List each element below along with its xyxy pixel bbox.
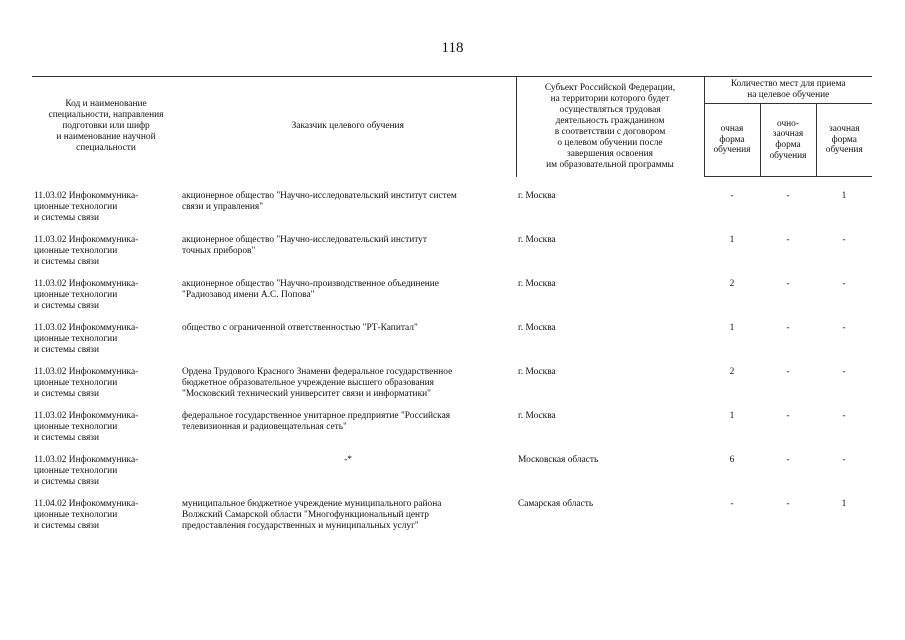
row-code [32, 499, 180, 543]
row-subject: г. Москва [518, 411, 556, 421]
text-line: Субъект Российской Федерации, [544, 82, 676, 93]
row-code [32, 367, 180, 411]
table-row [32, 367, 872, 411]
text-line: им образовательной программы [546, 159, 674, 170]
header-customer-cell [180, 77, 516, 177]
text-line: муниципальное бюджетное учреждение муниципального района [182, 499, 442, 509]
row-extramural: - [842, 279, 846, 289]
text-line: ционные технологии [34, 246, 118, 256]
text-line: бюджетное образовательное учреждение высшего образования [182, 378, 434, 388]
row-customer [180, 235, 516, 279]
table-header [32, 77, 872, 177]
header-subject-cell [516, 77, 704, 177]
text-line: обучения [825, 145, 863, 156]
row-full-time: 2 [729, 367, 735, 377]
header-subject [519, 83, 702, 171]
text-line: деятельность гражданином [555, 115, 665, 126]
row-part-time: - [786, 191, 790, 201]
text-line: ционные технологии [34, 422, 118, 432]
header-full-time [707, 124, 758, 156]
header-places [707, 79, 871, 101]
text-line: и системы связи [34, 212, 100, 223]
page-number: 118 [441, 40, 464, 56]
table-row [32, 411, 872, 455]
text-line: ционные технологии [34, 290, 118, 300]
header-part-time [763, 119, 814, 161]
row-subject: г. Москва [518, 323, 556, 333]
text-line: заочная [772, 129, 804, 140]
row-subject: Самарская область [518, 499, 594, 509]
text-line: и системы связи [34, 521, 100, 531]
text-line: специальности [76, 143, 136, 154]
text-line: "Московский технический университет связи и информатики" [182, 389, 431, 399]
text-line: и наименование научной [56, 132, 156, 143]
row-code [32, 235, 180, 279]
row-part-time: - [786, 323, 790, 333]
row-extramural: - [842, 235, 846, 245]
text-line: обучения [713, 145, 751, 156]
row-customer [180, 411, 516, 455]
row-full-time: - [730, 191, 734, 201]
row-extramural: - [842, 411, 846, 421]
text-line: на территории которого будет [550, 93, 670, 104]
text-line: акционерное общество "Научно-исследовательский институт [182, 235, 427, 245]
header-extramural-cell [816, 104, 872, 177]
text-line: общество с ограниченной ответственностью "РТ-Капитал" [182, 323, 418, 333]
table-row [32, 455, 872, 499]
text-line: связи и управления" [182, 201, 264, 212]
text-line: специальности, направления [48, 110, 164, 121]
row-extramural: 1 [841, 499, 847, 509]
row-extramural: - [842, 455, 846, 465]
row-subject: г. Москва [518, 279, 556, 289]
table-row [32, 499, 872, 543]
row-code [32, 455, 180, 499]
row-customer [180, 323, 516, 367]
row-customer [180, 177, 516, 236]
header-places-cell [704, 77, 872, 104]
row-part-time: - [786, 455, 790, 465]
text-line: точных приборов" [182, 246, 256, 256]
row-full-time: 1 [729, 411, 735, 421]
text-line: -* [344, 455, 352, 465]
text-line: очная [720, 124, 744, 135]
text-line: очно- [777, 118, 799, 129]
row-full-time: 1 [729, 235, 735, 245]
table-row [32, 323, 872, 367]
row-part-time: - [786, 279, 790, 289]
text-line: "Радиозавод имени А.С. Попова" [182, 290, 315, 300]
text-line: в соответствии с договором [554, 126, 666, 137]
text-line: 11.04.02 Инфокоммуника- [34, 499, 139, 509]
text-line: федеральное государственное унитарное предприятие "Российская [182, 411, 451, 421]
text-line: форма [775, 140, 801, 150]
text-line: и системы связи [34, 389, 100, 399]
text-line: 11.03.02 Инфокоммуника- [34, 190, 139, 201]
row-customer [180, 367, 516, 411]
text-line: на целевое обучение [747, 90, 830, 100]
target-training-table [32, 76, 872, 543]
text-line: и системы связи [34, 345, 100, 355]
row-full-time: - [730, 499, 734, 509]
row-code [32, 177, 180, 236]
table-body [32, 177, 872, 544]
text-line: и системы связи [34, 433, 100, 443]
text-line: осуществляться трудовая [559, 104, 661, 115]
text-line: предоставления государственных и муниципальных услуг" [182, 521, 419, 531]
text-line: ционные технологии [34, 201, 118, 212]
row-customer [180, 499, 516, 543]
row-extramural: - [842, 323, 846, 333]
row-subject: Московская область [518, 455, 599, 465]
text-line: ционные технологии [34, 466, 118, 476]
row-part-time: - [786, 411, 790, 421]
row-part-time: - [786, 367, 790, 377]
row-code [32, 279, 180, 323]
header-full-time-cell [704, 104, 760, 177]
text-line: Код и наименование [65, 99, 147, 110]
text-line: ционные технологии [34, 334, 118, 344]
header-extramural [819, 124, 871, 156]
row-extramural: 1 [841, 191, 847, 201]
row-part-time: - [786, 235, 790, 245]
text-line: 11.03.02 Инфокоммуника- [34, 279, 139, 289]
text-line: ционные технологии [34, 378, 118, 388]
row-part-time: - [786, 499, 790, 509]
row-subject: г. Москва [518, 367, 556, 377]
text-line: обучения [769, 150, 807, 161]
text-line: и системы связи [34, 257, 100, 267]
text-line: ционные технологии [34, 510, 118, 520]
text-line: Количество мест для приема [730, 79, 846, 89]
row-subject: г. Москва [518, 190, 556, 201]
row-extramural: - [842, 367, 846, 377]
row-subject: г. Москва [518, 235, 556, 245]
text-line: и системы связи [34, 477, 100, 487]
text-line: подготовки или шифр [62, 121, 150, 132]
row-code [32, 411, 180, 455]
text-line: 11.03.02 Инфокоммуника- [34, 323, 139, 333]
table-row [32, 177, 872, 236]
header-customer: Заказчик целевого обучения [291, 121, 404, 132]
header-part-time-cell [760, 104, 816, 177]
text-line: акционерное общество "Научно-производственное объединение [182, 279, 439, 289]
table-row [32, 235, 872, 279]
text-line: Волжский Самарской области "Многофункциональный центр [182, 510, 429, 520]
row-code [32, 323, 180, 367]
text-line: Ордена Трудового Красного Знамени федеральное государственное [182, 367, 453, 377]
row-customer [180, 455, 516, 499]
text-line: 11.03.02 Инфокоммуника- [34, 235, 139, 245]
text-line: форма [831, 134, 857, 145]
text-line: 11.03.02 Инфокоммуника- [34, 455, 139, 465]
row-full-time: 1 [729, 323, 735, 333]
text-line: заочная [829, 124, 860, 135]
text-line: о целевом обучении после [557, 137, 663, 148]
text-line: форма [719, 134, 745, 145]
row-full-time: 6 [729, 455, 735, 465]
header-code [34, 99, 178, 154]
row-full-time: 2 [729, 279, 735, 289]
header-code-cell [32, 77, 180, 177]
text-line: завершения освоения [567, 148, 653, 159]
table-row [32, 279, 872, 323]
text-line: и системы связи [34, 301, 100, 311]
text-line: акционерное общество "Научно-исследовательский институт систем [182, 190, 457, 201]
text-line: телевизионная и радиовещательная сеть" [182, 422, 347, 432]
text-line: 11.03.02 Инфокоммуника- [34, 367, 139, 377]
text-line: 11.03.02 Инфокоммуника- [34, 411, 139, 421]
row-customer [180, 279, 516, 323]
